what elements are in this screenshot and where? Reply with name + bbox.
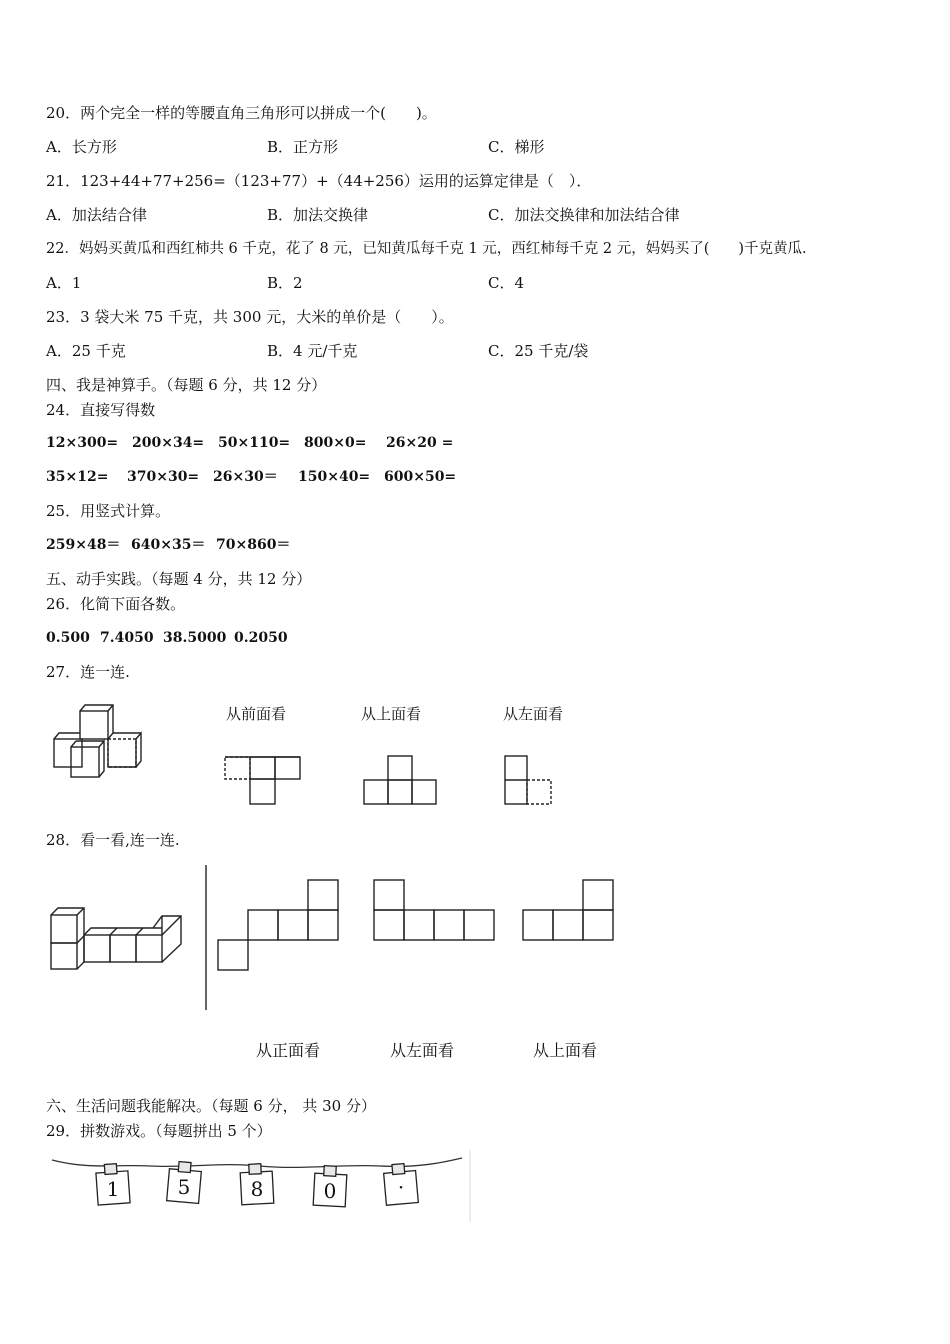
q29-hanging-cards-figure [50, 1150, 472, 1222]
q24-item: 800×0= [304, 435, 367, 451]
q26-item: 38.5000 [163, 630, 227, 646]
q27-stem: 27．连一连. [46, 663, 130, 681]
q24-item: 26×30＝ [213, 469, 278, 485]
q25-item: 70×860＝ [216, 537, 291, 553]
q28-divider-line [204, 865, 208, 1010]
q24-item: 26×20 = [386, 435, 454, 451]
q22-stem: 22．妈妈买黄瓜和西红柿共 6 千克，花了 8 元，已知黄瓜每千克 1 元，西红柿每千克 2 元，妈妈买了( )千克黄瓜. [46, 241, 807, 257]
q29-card: 0 [323, 1179, 337, 1203]
q23-stem: 23．3 袋大米 75 千克，共 300 元，大米的单价是（ ）。 [46, 308, 454, 326]
q23-option-b: B．4 元/千克 [267, 342, 358, 360]
q24-stem: 24．直接写得数 [46, 401, 156, 419]
q24-item: 150×40= [298, 469, 371, 485]
q28-cube-row-figure [48, 905, 186, 975]
q27-label-top: 从上面看 [361, 705, 422, 723]
q26-row [46, 628, 288, 648]
q28-view-a [218, 878, 340, 972]
q20-stem: 20．两个完全一样的等腰直角三角形可以拼成一个( )。 [46, 104, 437, 122]
q21-option-c: C．加法交换律和加法结合律 [488, 206, 680, 224]
q23-option-a: A．25 千克 [46, 342, 126, 360]
q27-view-a [225, 755, 301, 805]
q24-row-1 [46, 433, 453, 453]
q29-card: 5 [177, 1175, 191, 1199]
q28-stem: 28．看一看,连一连. [46, 831, 180, 849]
section-6-heading: 六、生活问题我能解决。（每题 6 分， 共 30 分） [46, 1097, 376, 1115]
q28-view-b [372, 878, 496, 942]
q26-stem: 26．化简下面各数。 [46, 595, 186, 613]
q23-option-c: C．25 千克/袋 [488, 342, 589, 360]
q27-label-left: 从左面看 [503, 705, 564, 723]
q24-item: 200×34= [132, 435, 205, 451]
q26-item: 0.500 [46, 630, 90, 646]
section-5-heading: 五、动手实践。（每题 4 分，共 12 分） [46, 570, 312, 588]
q24-item: 35×12= [46, 469, 109, 485]
q22-option-b: B．2 [267, 274, 303, 292]
q20-option-b: B．正方形 [267, 138, 339, 156]
q28-label-left: 从左面看 [390, 1041, 455, 1060]
q24-item: 600×50= [384, 469, 457, 485]
q21-stem: 21．123+44+77+256=（123+77）+（44+256）运用的运算定律是（ ）． [46, 172, 592, 190]
q26-item: 7.4050 [100, 630, 154, 646]
q21-option-b: B．加法交换律 [267, 206, 369, 224]
q29-card: 1 [106, 1177, 120, 1201]
q22-option-c: C．4 [488, 274, 525, 292]
q22-option-a: A．1 [46, 274, 82, 292]
q24-row-2 [46, 467, 456, 487]
q24-item: 12×300= [46, 435, 119, 451]
q28-view-c [521, 878, 615, 942]
q28-label-front: 从正面看 [256, 1041, 321, 1060]
q27-label-front: 从前面看 [226, 705, 287, 723]
q26-item: 0.2050 [234, 630, 288, 646]
q25-item: 640×35＝ [131, 537, 206, 553]
q21-option-a: A．加法结合律 [46, 206, 147, 224]
q20-option-c: C．梯形 [488, 138, 545, 156]
q28-label-top: 从上面看 [533, 1041, 598, 1060]
q29-card: 8 [250, 1177, 264, 1201]
q25-item: 259×48＝ [46, 537, 121, 553]
q25-stem: 25．用竖式计算。 [46, 502, 171, 520]
q29-stem: 29．拼数游戏。（每题拼出 5 个） [46, 1122, 272, 1140]
q25-row [46, 535, 290, 555]
q29-card: · [397, 1175, 405, 1199]
q27-view-c [502, 755, 556, 807]
section-4-heading: 四、我是神算手。（每题 6 分，共 12 分） [46, 376, 327, 394]
q27-cube-stack-figure [50, 700, 150, 782]
q27-view-b [362, 755, 438, 805]
q24-item: 370×30= [127, 469, 200, 485]
q20-option-a: A．长方形 [46, 138, 117, 156]
q24-item: 50×110= [218, 435, 291, 451]
